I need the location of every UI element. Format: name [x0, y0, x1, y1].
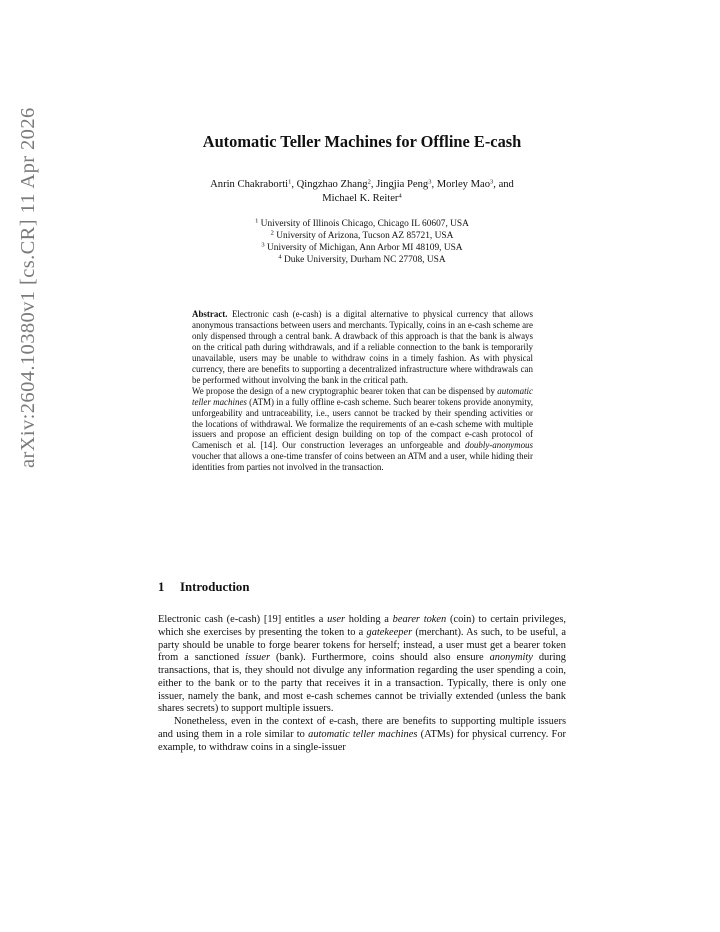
- section-title: Introduction: [180, 580, 250, 594]
- body-text-run: Nonetheless, even in the context of e-cash, there are benefits to supporting multiple issuers and using them in a role similar to: [158, 716, 566, 740]
- author-name: Morley Mao: [436, 179, 491, 190]
- affiliation-number: 1: [255, 217, 259, 225]
- affiliation-mark: 1: [288, 178, 292, 186]
- affiliation-number: 4: [278, 253, 282, 261]
- author-separator: , and: [493, 179, 514, 190]
- abstract: [192, 309, 533, 473]
- affiliation-item: [158, 219, 566, 231]
- body-text-run: holding a: [345, 614, 393, 625]
- emphasized-term: anonymity: [489, 652, 533, 664]
- affiliation-number: 3: [261, 241, 265, 249]
- affiliation-text: University of Michigan, Ann Arbor MI 48109, USA: [264, 242, 463, 253]
- paper-title: Automatic Teller Machines for Offline E-cash: [202, 132, 522, 151]
- intro-paragraph-1: [158, 614, 566, 716]
- emphasized-term: gatekeeper: [366, 626, 413, 638]
- affiliation-text: University of Illinois Chicago, Chicago IL 60607, USA: [258, 219, 469, 229]
- emphasized-term: user: [327, 614, 346, 625]
- affiliation-item: [158, 255, 566, 267]
- body-text-run: (merchant). As such, to be useful, a party should be unable to forge bearer tokens for herself; instead, a user must get a bearer token from a sanctioned: [158, 626, 566, 664]
- body-text-run: (coin) to certain privileges, which she exercises by presenting the token to a: [158, 614, 566, 638]
- author-separator: ,: [291, 179, 297, 190]
- body-text-run: during transactions, that is, they should not divulge any information regarding the user spending a coin, either to the bank or to the party that receives it in a transaction. Typically, there is only one issuer, namely the bank, and most e-cash schemes cannot be trivially extended (unless the bank shares secrets) to support multiple issuers.: [158, 652, 566, 715]
- emphasized-term: bearer token: [392, 614, 447, 625]
- author-separator: ,: [431, 179, 437, 190]
- abstract-paragraph-1-text: Electronic cash (e-cash) is a digital alternative to physical currency that allows anonymous transactions between users and merchants. Typically, coins in an e-cash scheme are only dispensed through a central bank. A drawback of this approach is that the bank is always on the critical path during withdrawals, and if a reliable connection to the bank is temporarily unavailable, users may be unable to withdraw coins in a timely fashion. As with physical currency, there are benefits to supporting a decentralized infrastructure where withdrawals can be performed without involving the bank in the critical path.: [192, 309, 533, 385]
- affiliation-mark: 4: [398, 192, 402, 200]
- section-heading-introduction: [158, 580, 249, 595]
- affiliation-mark: 3: [428, 178, 432, 186]
- author-list: [158, 178, 566, 206]
- affiliation-text: Duke University, Durham NC 27708, USA: [281, 254, 446, 265]
- author-name: Qingzhao Zhang: [296, 179, 368, 190]
- abstract-text: (ATM) in a fully offline e-cash scheme. Such bearer tokens provide anonymity, unforgeability and untraceability, i.e., users cannot be tracked by their spending activities or the locations of withdrawal. We formalize the requirements of an e-cash scheme with multiple issuers and propose an efficient design building on top of the compact e-cash protocol of Camenisch et al. [14]. Our construction leverages an unforgeable and: [192, 396, 533, 451]
- author-separator: ,: [370, 179, 377, 190]
- abstract-text: voucher that allows a one-time transfer of coins between an ATM and a user, while hiding their identities from parties not involved in the transaction.: [192, 451, 533, 473]
- author-name: Jingjia Peng: [376, 179, 429, 190]
- arxiv-identifier-text: arXiv:2604.10380v1 [cs.CR] 11 Apr 2026: [17, 107, 39, 468]
- emphasized-term: automatic teller machines: [308, 728, 418, 740]
- affiliation-text: University of Arizona, Tucson AZ 85721, USA: [273, 230, 454, 241]
- affiliation-number: 2: [270, 229, 274, 237]
- affiliation-item: [158, 243, 566, 255]
- affiliation-mark: 2: [367, 178, 371, 186]
- emphasized-term: issuer: [245, 652, 270, 664]
- author-name: Anrin Chakraborti: [210, 179, 289, 190]
- author-name: Michael K. Reiter: [322, 193, 399, 204]
- affiliation-list: [158, 219, 566, 267]
- intro-paragraph-2: [158, 716, 566, 754]
- abstract-emphasis: doubly-anonymous: [464, 440, 533, 451]
- abstract-text: We propose the design of a new cryptographic bearer token that can be dispensed by: [192, 385, 498, 396]
- body-text-run: (bank). Furthermore, coins should also ensure: [270, 652, 490, 664]
- abstract-emphasis: automatic teller machines: [192, 385, 533, 407]
- body-text-run: (ATMs) for physical currency. For example, to withdraw coins in a single-issuer: [158, 728, 566, 753]
- section-number: 1: [158, 580, 165, 594]
- abstract-paragraph-1: [192, 309, 533, 386]
- abstract-paragraph-2: [192, 386, 533, 474]
- introduction-body: [158, 614, 566, 754]
- affiliation-mark: 3: [490, 178, 494, 186]
- affiliation-item: [158, 231, 566, 243]
- body-text-run: Electronic cash (e-cash) [19] entitles a: [158, 614, 328, 625]
- abstract-label: Abstract.: [192, 309, 228, 319]
